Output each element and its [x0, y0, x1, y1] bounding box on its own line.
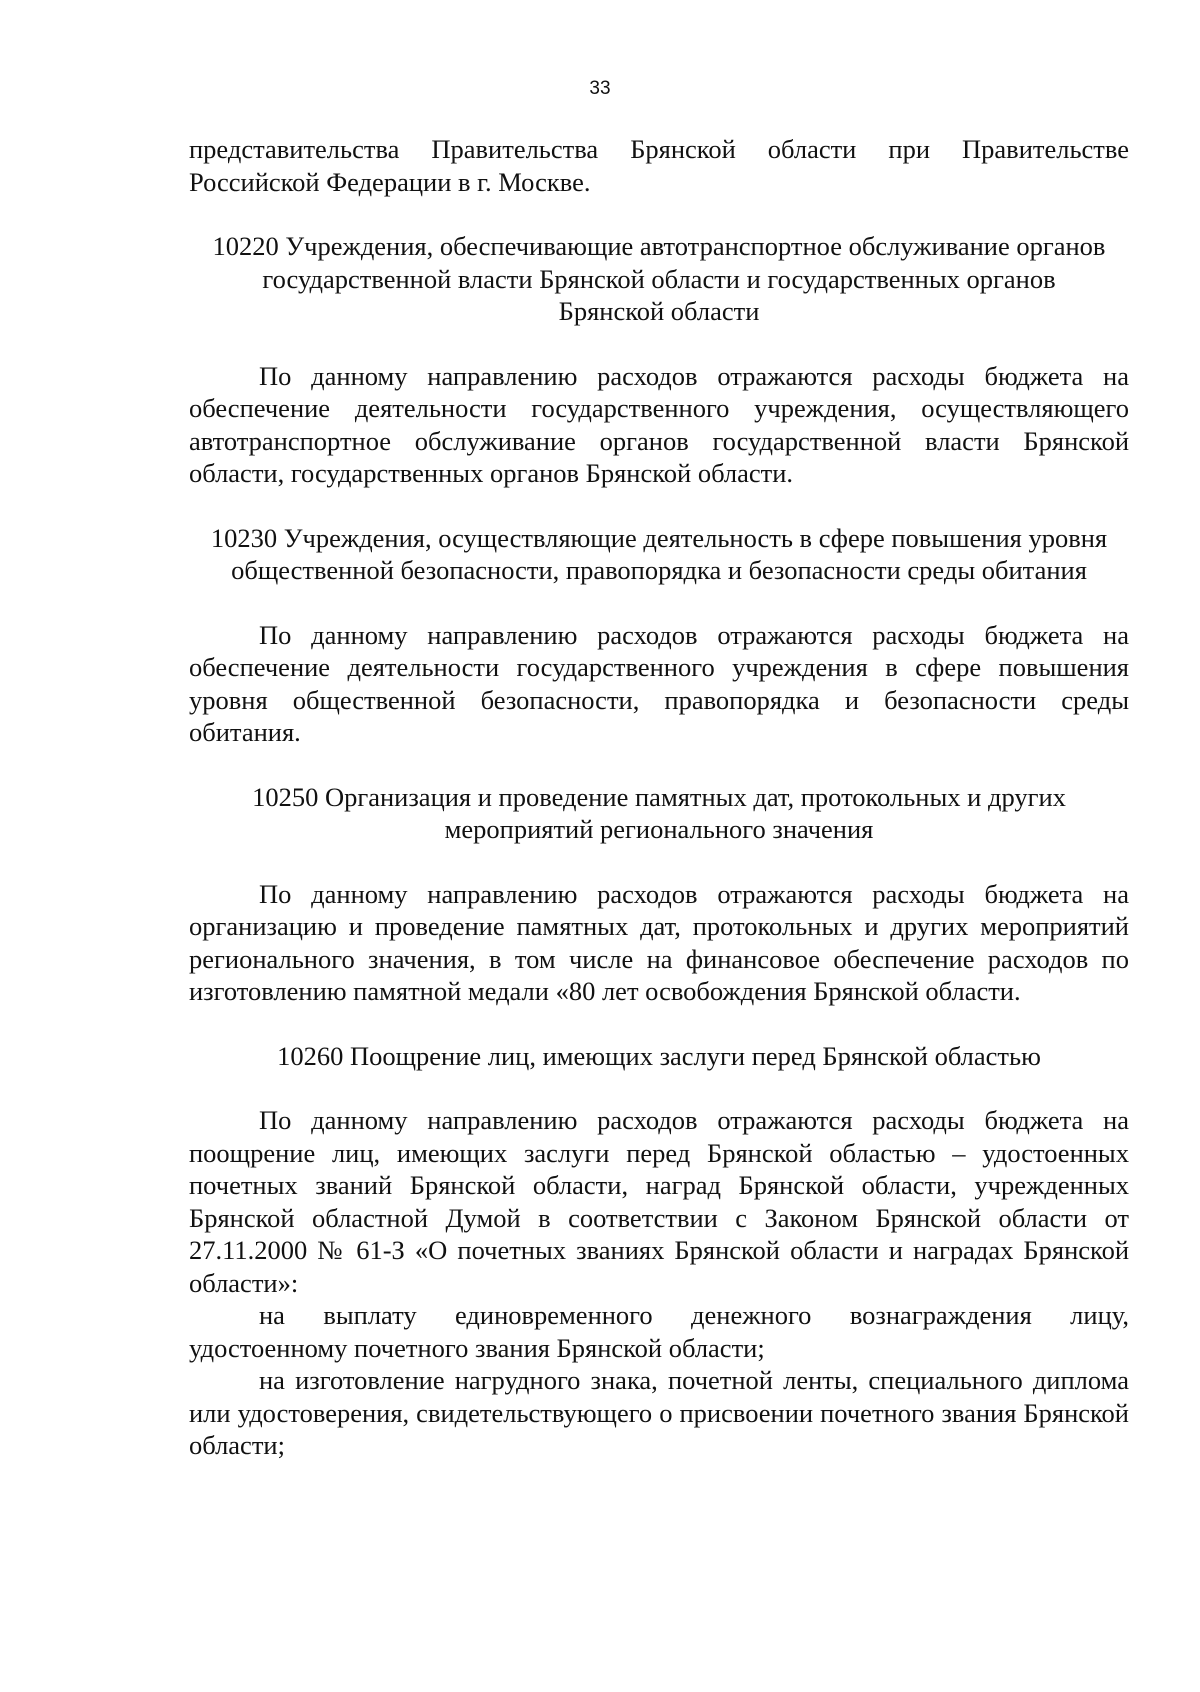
heading-10220: 10220 Учреждения, обеспечивающие автотранспортное обслуживание органов государственной власти Брянской области и государственных органов Брянской области — [212, 231, 1106, 326]
paragraph-10260-item-2: на изготовление нагрудного знака, почетной ленты, специального диплома или удостоверения, свидетельствующего о присвоении почетного звания Брянской области; — [189, 1365, 1129, 1460]
page-number: 33 — [589, 78, 611, 99]
paragraph-continuation: представительства Правительства Брянской области при Правительстве Российской Федерации в г. Москве. — [189, 134, 1129, 197]
heading-10230: 10230 Учреждения, осуществляющие деятельность в сфере повышения уровня общественной безопасности, правопорядка и безопасности среды обитания — [210, 522, 1108, 585]
paragraph-10250: По данному направлению расходов отражаются расходы бюджета на организацию и проведение памятных дат, протокольных и других мероприятий регионального значения, в том числе на финансовое обеспечение расходов по изготовлению памятной медали «80 лет освобождения Брянской области. — [189, 878, 1129, 1006]
heading-10260: 10260 Поощрение лиц, имеющих заслуги перед Брянской областью — [277, 1040, 1041, 1071]
paragraph-10230: По данному направлению расходов отражаются расходы бюджета на обеспечение деятельности государственного учреждения в сфере повышения уровня общественной безопасности, правопорядка и безопасности среды обитания. — [189, 619, 1129, 747]
paragraph-10220: По данному направлению расходов отражаются расходы бюджета на обеспечение деятельности государственного учреждения, осуществляющего автотранспортное обслуживание органов государственной власти Брянской области, государственных органов Брянской области. — [189, 360, 1129, 488]
paragraph-10260-item-1: на выплату единовременного денежного вознаграждения лицу, удостоенному почетного звания Брянской области; — [189, 1300, 1129, 1363]
document-body — [189, 133, 1129, 1462]
paragraph-10260-intro: По данному направлению расходов отражаются расходы бюджета на поощрение лиц, имеющих заслуги перед Брянской областью – удостоенных почетных званий Брянской области, наград Брянской области, учрежденных Брянской областной Думой в соответствии с Законом Брянской области от 27.11.2000 № 61-З «О почетных званиях Брянской области и наградах Брянской области»: — [189, 1105, 1129, 1298]
heading-10250: 10250 Организация и проведение памятных дат, протокольных и других мероприятий регионального значения — [252, 781, 1066, 844]
